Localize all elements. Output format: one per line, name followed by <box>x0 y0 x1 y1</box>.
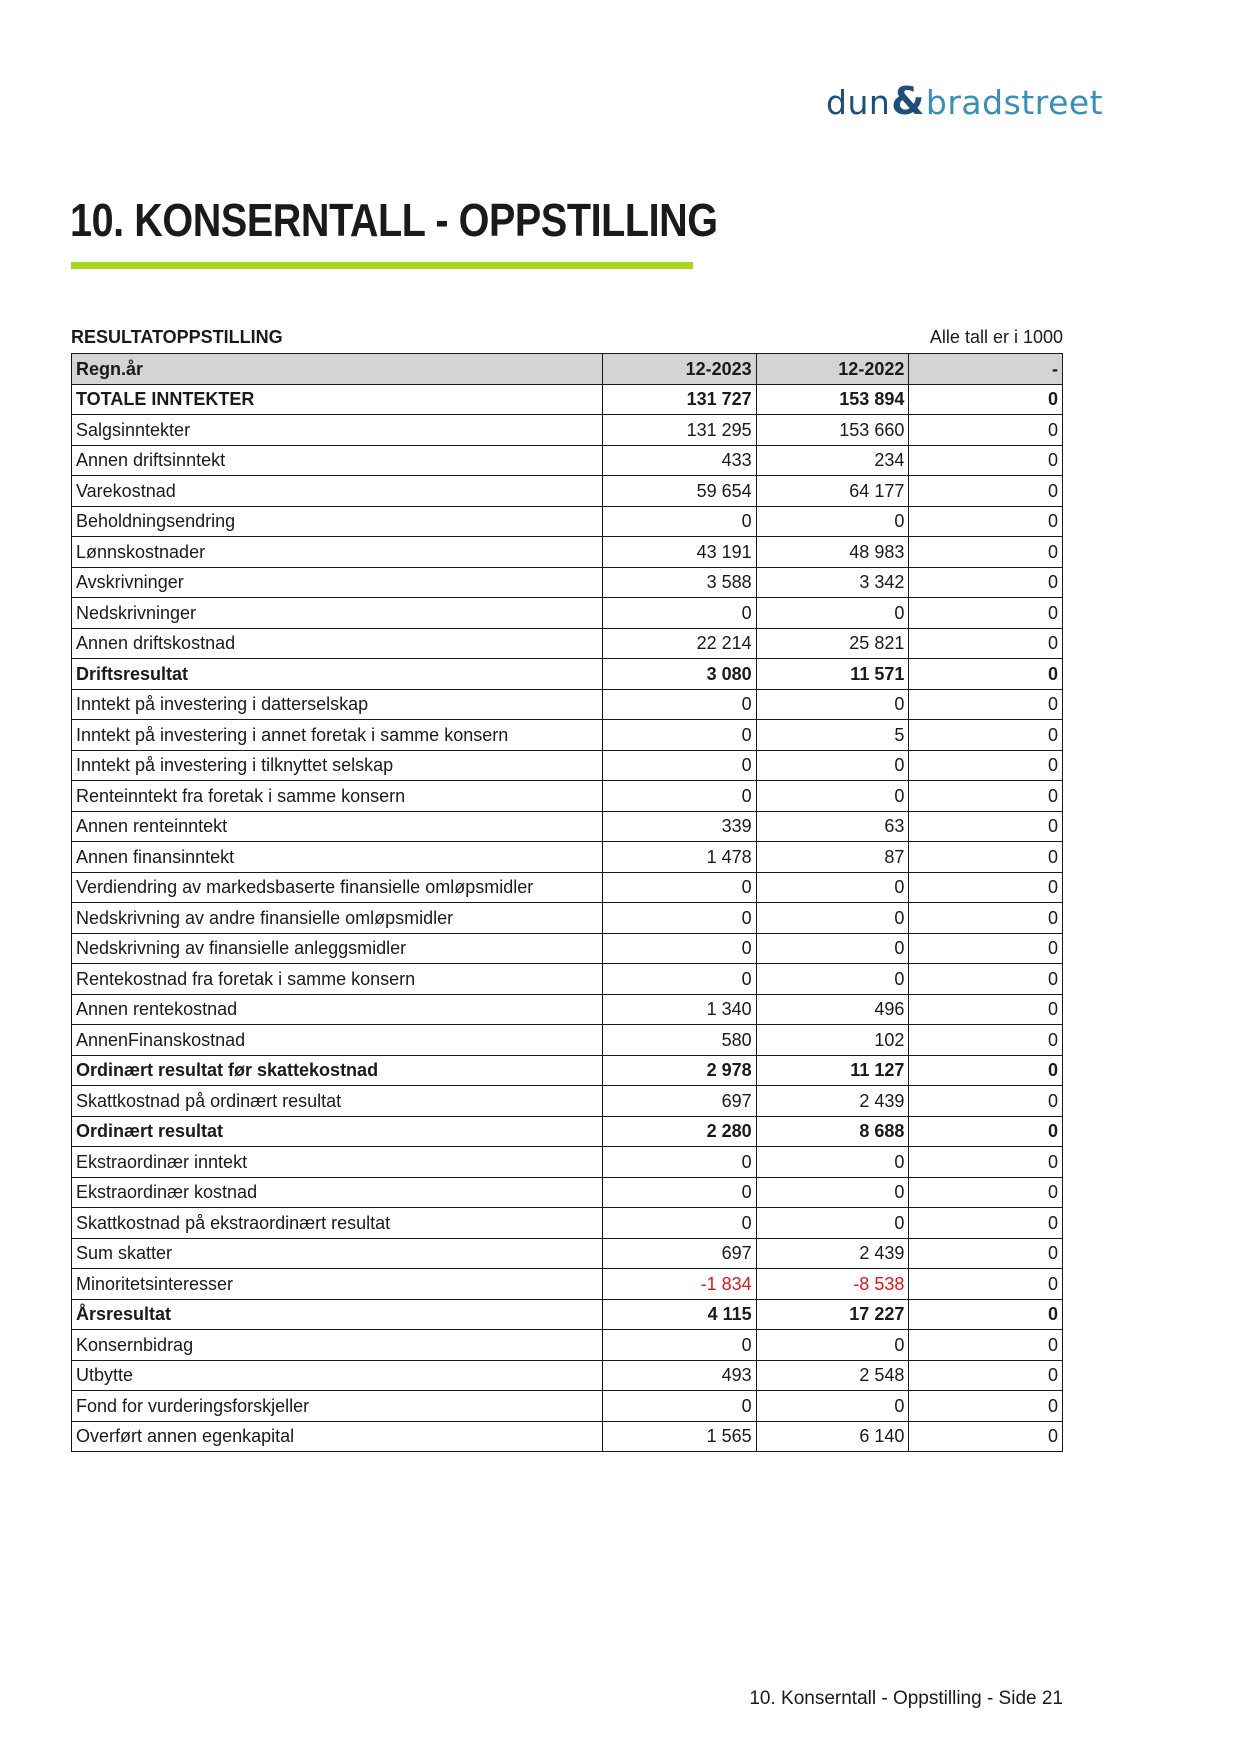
row-label: Salgsinntekter <box>72 415 603 446</box>
row-value: 0 <box>602 964 756 995</box>
row-label: Varekostnad <box>72 476 603 507</box>
row-label: Konsernbidrag <box>72 1330 603 1361</box>
row-value: 43 191 <box>602 537 756 568</box>
row-value: 496 <box>756 994 909 1025</box>
row-value: 0 <box>756 1208 909 1239</box>
row-value: 1 565 <box>602 1421 756 1452</box>
title-underline-bar <box>71 262 693 269</box>
row-value: 17 227 <box>756 1299 909 1330</box>
row-value: 0 <box>909 1360 1063 1391</box>
row-value: 2 439 <box>756 1238 909 1269</box>
row-value: 0 <box>909 842 1063 873</box>
table-row <box>72 1421 1063 1452</box>
row-value: 0 <box>909 811 1063 842</box>
row-value: 0 <box>602 720 756 751</box>
row-value: 0 <box>909 1116 1063 1147</box>
row-label: Annen driftsinntekt <box>72 445 603 476</box>
table-row <box>72 1147 1063 1178</box>
row-value: 6 140 <box>756 1421 909 1452</box>
row-value: 2 548 <box>756 1360 909 1391</box>
table-row <box>72 964 1063 995</box>
table-row <box>72 567 1063 598</box>
row-value: 0 <box>909 1208 1063 1239</box>
table-row <box>72 628 1063 659</box>
table-row <box>72 842 1063 873</box>
row-label: Årsresultat <box>72 1299 603 1330</box>
row-label: Nedskrivning av finansielle anleggsmidler <box>72 933 603 964</box>
row-value: 25 821 <box>756 628 909 659</box>
row-value: 102 <box>756 1025 909 1056</box>
row-label: Driftsresultat <box>72 659 603 690</box>
row-value: 0 <box>602 1147 756 1178</box>
row-value: 0 <box>756 750 909 781</box>
units-note: Alle tall er i 1000 <box>929 327 1063 347</box>
table-row <box>72 750 1063 781</box>
row-value: 0 <box>756 964 909 995</box>
row-label: TOTALE INNTEKTER <box>72 384 603 415</box>
row-value: 0 <box>909 750 1063 781</box>
row-value: 0 <box>909 964 1063 995</box>
row-label: AnnenFinanskostnad <box>72 1025 603 1056</box>
row-label: Renteinntekt fra foretak i samme konsern <box>72 781 603 812</box>
row-value: 0 <box>909 1086 1063 1117</box>
row-label: Ekstraordinær kostnad <box>72 1177 603 1208</box>
table-row <box>72 1086 1063 1117</box>
table-row <box>72 1055 1063 1086</box>
row-label: Avskrivninger <box>72 567 603 598</box>
table-row <box>72 1330 1063 1361</box>
row-value: 697 <box>602 1238 756 1269</box>
row-value: 87 <box>756 842 909 873</box>
row-value: 0 <box>756 1330 909 1361</box>
page-footer: 10. Konserntall - Oppstilling - Side 21 <box>749 1688 1063 1709</box>
row-value: 0 <box>756 689 909 720</box>
row-value: 0 <box>756 933 909 964</box>
row-value: 48 983 <box>756 537 909 568</box>
row-label: Verdiendring av markedsbaserte finansielle omløpsmidler <box>72 872 603 903</box>
row-label: Annen driftskostnad <box>72 628 603 659</box>
table-row <box>72 1269 1063 1300</box>
row-value: 0 <box>909 903 1063 934</box>
section-title: RESULTATOPPSTILLING <box>71 327 283 347</box>
row-label: Ordinært resultat før skattekostnad <box>72 1055 603 1086</box>
table-row <box>72 598 1063 629</box>
row-value: 0 <box>909 659 1063 690</box>
row-value: 11 571 <box>756 659 909 690</box>
row-value: 697 <box>602 1086 756 1117</box>
table-row <box>72 384 1063 415</box>
row-value: 0 <box>602 872 756 903</box>
row-label: Nedskrivning av andre finansielle omløpsmidler <box>72 903 603 934</box>
row-value: 0 <box>909 476 1063 507</box>
row-value: 3 080 <box>602 659 756 690</box>
table-row <box>72 720 1063 751</box>
income-statement-table <box>71 353 1063 1452</box>
row-value: 0 <box>756 781 909 812</box>
row-value: 153 660 <box>756 415 909 446</box>
table-row <box>72 476 1063 507</box>
row-value: 2 439 <box>756 1086 909 1117</box>
row-label: Minoritetsinteresser <box>72 1269 603 1300</box>
row-value: 131 727 <box>602 384 756 415</box>
row-label: Skattkostnad på ekstraordinært resultat <box>72 1208 603 1239</box>
row-label: Ordinært resultat <box>72 1116 603 1147</box>
row-value: 0 <box>909 1147 1063 1178</box>
column-header-label: Regn.år <box>72 354 603 385</box>
row-label: Nedskrivninger <box>72 598 603 629</box>
dun-bradstreet-logo <box>826 79 1104 124</box>
row-value: 131 295 <box>602 415 756 446</box>
row-value: 4 115 <box>602 1299 756 1330</box>
row-value: 0 <box>756 872 909 903</box>
table-row <box>72 811 1063 842</box>
row-value: 0 <box>909 1238 1063 1269</box>
row-value: 493 <box>602 1360 756 1391</box>
table-row <box>72 659 1063 690</box>
row-label: Inntekt på investering i annet foretak i samme konsern <box>72 720 603 751</box>
row-value: 0 <box>756 903 909 934</box>
row-value: 0 <box>909 689 1063 720</box>
row-label: Overført annen egenkapital <box>72 1421 603 1452</box>
row-label: Annen finansinntekt <box>72 842 603 873</box>
column-header-empty: - <box>909 354 1063 385</box>
table-row <box>72 1025 1063 1056</box>
row-value: -1 834 <box>602 1269 756 1300</box>
row-label: Inntekt på investering i datterselskap <box>72 689 603 720</box>
row-value: 0 <box>602 781 756 812</box>
page-title: 10. KONSERNTALL - OPPSTILLING <box>70 194 718 246</box>
row-value: 0 <box>909 1269 1063 1300</box>
row-value: 0 <box>909 598 1063 629</box>
row-value: 0 <box>602 506 756 537</box>
table-row <box>72 994 1063 1025</box>
row-value: 0 <box>909 872 1063 903</box>
row-value: 2 280 <box>602 1116 756 1147</box>
table-row <box>72 537 1063 568</box>
row-value: 0 <box>909 1421 1063 1452</box>
row-value: 0 <box>602 933 756 964</box>
row-value: 63 <box>756 811 909 842</box>
row-value: 1 340 <box>602 994 756 1025</box>
table-row <box>72 1391 1063 1422</box>
row-value: 0 <box>909 506 1063 537</box>
row-value: 0 <box>909 781 1063 812</box>
row-value: 153 894 <box>756 384 909 415</box>
column-header-2023: 12-2023 <box>602 354 756 385</box>
row-value: 0 <box>756 1391 909 1422</box>
row-value: 0 <box>602 689 756 720</box>
row-value: 3 588 <box>602 567 756 598</box>
row-value: 433 <box>602 445 756 476</box>
row-value: 11 127 <box>756 1055 909 1086</box>
row-label: Annen rentekostnad <box>72 994 603 1025</box>
table-header-row <box>72 354 1063 385</box>
table-row <box>72 1208 1063 1239</box>
row-value: 0 <box>909 1055 1063 1086</box>
table-row <box>72 445 1063 476</box>
row-value: 0 <box>602 1330 756 1361</box>
row-label: Sum skatter <box>72 1238 603 1269</box>
row-value: 0 <box>909 720 1063 751</box>
row-value: 0 <box>909 1177 1063 1208</box>
row-value: 0 <box>756 1177 909 1208</box>
row-value: 0 <box>909 994 1063 1025</box>
row-label: Rentekostnad fra foretak i samme konsern <box>72 964 603 995</box>
row-label: Skattkostnad på ordinært resultat <box>72 1086 603 1117</box>
row-value: 22 214 <box>602 628 756 659</box>
table-row <box>72 781 1063 812</box>
row-value: 0 <box>909 445 1063 476</box>
row-value: 0 <box>602 598 756 629</box>
table-row <box>72 1360 1063 1391</box>
row-label: Inntekt på investering i tilknyttet selskap <box>72 750 603 781</box>
row-value: -8 538 <box>756 1269 909 1300</box>
row-value: 0 <box>756 598 909 629</box>
table-row <box>72 903 1063 934</box>
row-label: Beholdningsendring <box>72 506 603 537</box>
row-label: Lønnskostnader <box>72 537 603 568</box>
table-row <box>72 1116 1063 1147</box>
table-row <box>72 506 1063 537</box>
row-value: 234 <box>756 445 909 476</box>
table-row <box>72 1177 1063 1208</box>
row-value: 0 <box>909 567 1063 598</box>
row-value: 0 <box>756 1147 909 1178</box>
row-value: 59 654 <box>602 476 756 507</box>
row-value: 0 <box>602 903 756 934</box>
row-value: 0 <box>602 1177 756 1208</box>
row-value: 580 <box>602 1025 756 1056</box>
table-row <box>72 1299 1063 1330</box>
row-label: Ekstraordinær inntekt <box>72 1147 603 1178</box>
row-label: Utbytte <box>72 1360 603 1391</box>
row-value: 0 <box>909 1391 1063 1422</box>
row-value: 0 <box>909 1025 1063 1056</box>
row-value: 339 <box>602 811 756 842</box>
row-value: 2 978 <box>602 1055 756 1086</box>
table-row <box>72 1238 1063 1269</box>
row-label: Fond for vurderingsforskjeller <box>72 1391 603 1422</box>
table-row <box>72 933 1063 964</box>
row-value: 1 478 <box>602 842 756 873</box>
row-value: 64 177 <box>756 476 909 507</box>
row-value: 8 688 <box>756 1116 909 1147</box>
row-value: 3 342 <box>756 567 909 598</box>
row-value: 0 <box>602 750 756 781</box>
table-row <box>72 415 1063 446</box>
row-value: 0 <box>756 506 909 537</box>
row-value: 0 <box>909 415 1063 446</box>
table-row <box>72 872 1063 903</box>
column-header-2022: 12-2022 <box>756 354 909 385</box>
row-value: 0 <box>909 384 1063 415</box>
row-value: 0 <box>909 537 1063 568</box>
row-value: 0 <box>909 1299 1063 1330</box>
row-value: 0 <box>909 933 1063 964</box>
row-value: 5 <box>756 720 909 751</box>
logo-text-dun: dun <box>826 82 891 122</box>
logo-text-bradstreet: bradstreet <box>925 82 1104 122</box>
row-value: 0 <box>602 1208 756 1239</box>
ampersand-icon: & <box>891 79 925 123</box>
table-row <box>72 689 1063 720</box>
row-value: 0 <box>909 1330 1063 1361</box>
row-value: 0 <box>602 1391 756 1422</box>
row-label: Annen renteinntekt <box>72 811 603 842</box>
row-value: 0 <box>909 628 1063 659</box>
